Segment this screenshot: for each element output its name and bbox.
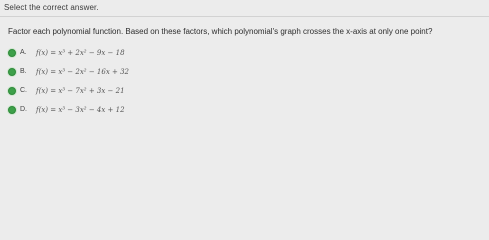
option-letter: D. [20,106,27,113]
divider [0,16,489,17]
option-letter: B. [20,68,27,75]
radio-button-b[interactable] [8,68,16,76]
option-expression: f(x) = x³ + 2x² − 9x − 18 [36,48,125,57]
radio-button-c[interactable] [8,87,16,95]
option-b[interactable] [8,64,129,79]
option-expression: f(x) = x³ − 3x² − 4x + 12 [36,105,125,114]
option-expression: f(x) = x³ − 2x² − 16x + 32 [36,67,129,76]
option-expression: f(x) = x³ − 7x² + 3x − 21 [36,86,125,95]
option-d[interactable] [8,102,129,117]
option-a[interactable] [8,45,129,60]
radio-button-d[interactable] [8,106,16,114]
option-c[interactable] [8,83,129,98]
question-text: Factor each polynomial function. Based on these factors, which polynomial's graph crosses the x-axis at only one point? [8,27,433,36]
answer-options [8,45,129,121]
instruction-text: Select the correct answer. [4,3,99,12]
option-letter: C. [20,87,27,94]
radio-button-a[interactable] [8,49,16,57]
option-letter: A. [20,49,27,56]
